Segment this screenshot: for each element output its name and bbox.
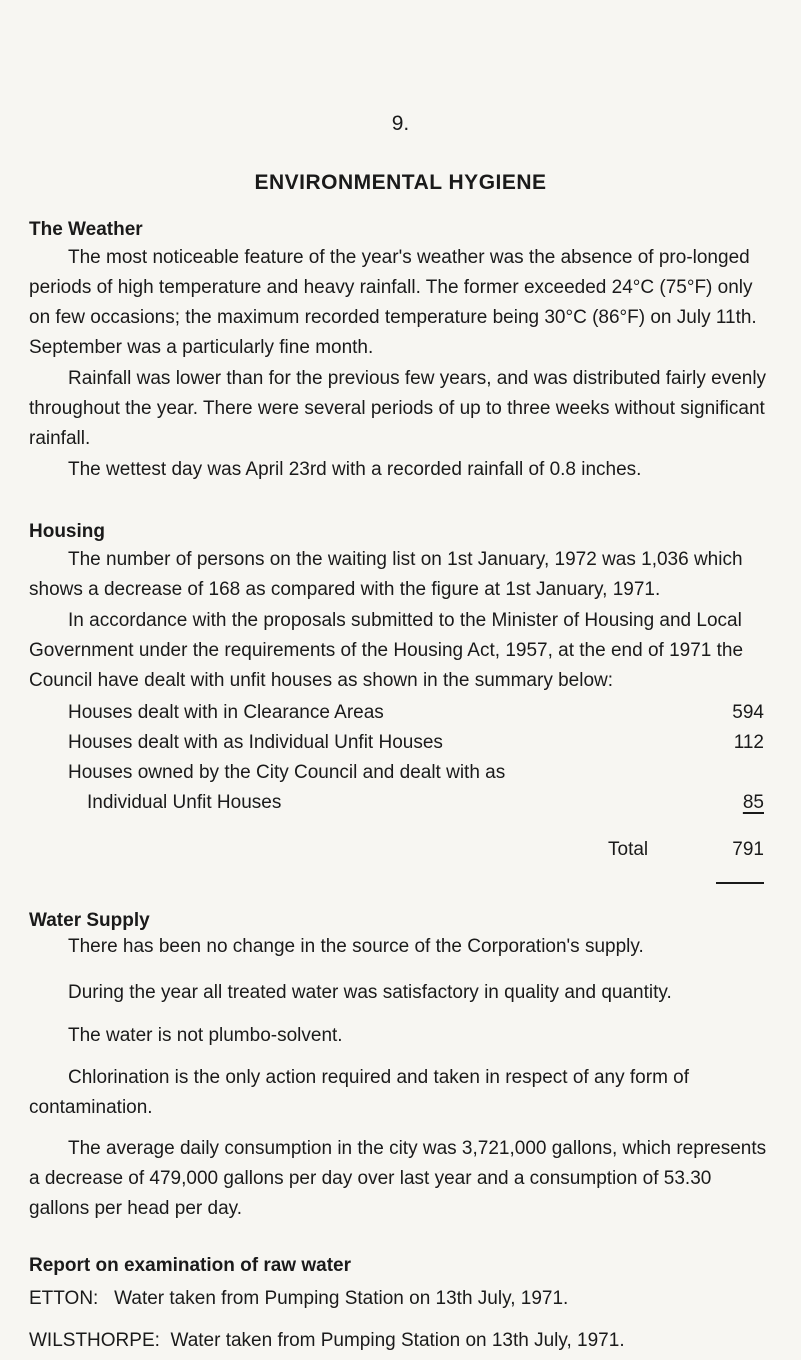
report-heading: Report on examination of raw water [29, 1255, 351, 1276]
page-title: ENVIRONMENTAL HYGIENE [254, 171, 547, 194]
water-line-3: The water is not plumbo-solvent. [68, 1025, 343, 1046]
housing-paragraph-2: In accordance with the proposals submitted to the Minister of Housing and Local Government under the requirements of the Housing Act, 1957, at the end of 1971 the Council have dealt with unfit houses as shown in the summary below: [29, 610, 744, 691]
water-line-2: During the year all treated water was satisfactory in quality and quantity. [68, 982, 672, 1003]
report-wilsthorpe-line: WILSTHORPE: Water taken from Pumping Station on 13th July, 1971. [29, 1330, 625, 1351]
housing-row-value: 594 [732, 702, 764, 723]
water-paragraph-5: The average daily consumption in the city was 3,721,000 gallons, which represents a decrease of 479,000 gallons per day over last year and a consumption of 53.30 gallons per head per day. [29, 1138, 767, 1219]
weather-paragraph-1: The most noticeable feature of the year's weather was the absence of pro-longed periods of high temperature and heavy rainfall. The former exceeded 24°C (75°F) only on few occasions; the maximum recorded temperature being 30°C (86°F) on July 11th. September was a particularly fine month. [29, 247, 757, 358]
weather-heading: The Weather [29, 219, 143, 240]
page-number: 9. [391, 112, 410, 135]
housing-row-label-continued: Individual Unfit Houses [87, 792, 282, 813]
water-heading: Water Supply [29, 910, 150, 931]
housing-row-label: Houses owned by the City Council and dealt with as [68, 762, 506, 783]
report-etton-line: ETTON: Water taken from Pumping Station on 13th July, 1971. [29, 1288, 569, 1309]
housing-paragraph-1: The number of persons on the waiting list on 1st January, 1972 was 1,036 which shows a decrease of 168 as compared with the figure at 1st January, 1971. [29, 549, 743, 600]
housing-row-label: Houses dealt with in Clearance Areas [68, 702, 384, 723]
housing-total-label: Total [608, 839, 649, 860]
housing-heading: Housing [29, 521, 105, 542]
housing-total-value: 791 [732, 839, 764, 860]
water-paragraph-4: Chlorination is the only action required and taken in respect of any form of contamination. [29, 1067, 690, 1118]
weather-paragraph-2: Rainfall was lower than for the previous few years, and was distributed fairly evenly throughout the year. There were several periods of up to three weeks without significant rainfall. [29, 368, 767, 449]
housing-row-value: 112 [733, 732, 764, 753]
water-line-1: There has been no change in the source of the Corporation's supply. [68, 936, 644, 957]
weather-paragraph-3: The wettest day was April 23rd with a recorded rainfall of 0.8 inches. [68, 459, 642, 480]
housing-row-value: 85 [742, 792, 764, 813]
housing-row-label: Houses dealt with as Individual Unfit Houses [68, 732, 443, 753]
total-double-rule [716, 882, 764, 884]
